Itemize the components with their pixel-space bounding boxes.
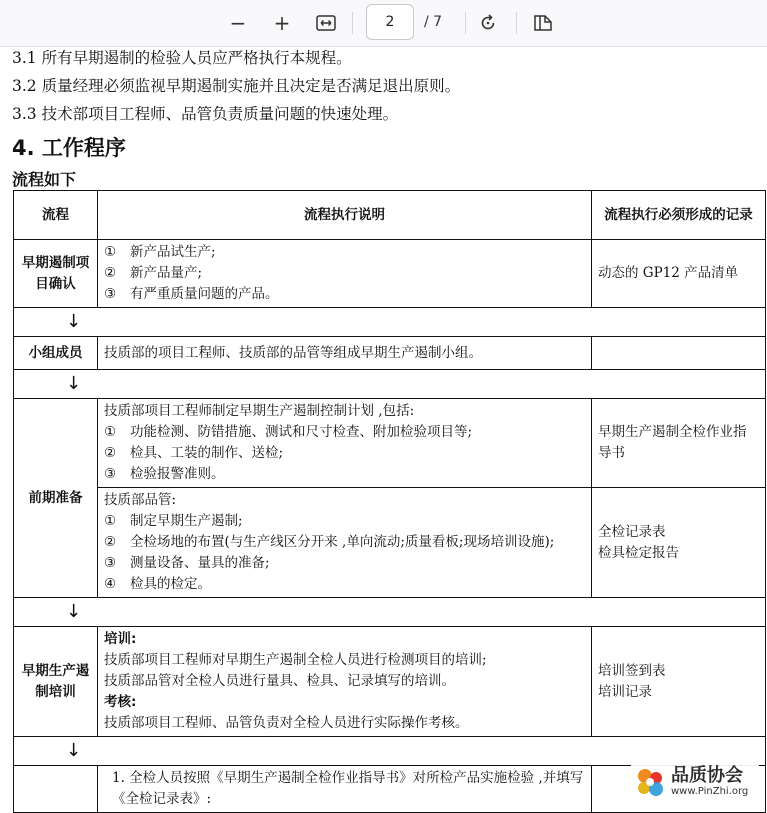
- desc-exec: 1. 全检人员按照《早期生产遏制全检作业指导书》对所检产品实施检验 ,并填写《全检记录表》:: [98, 766, 592, 813]
- down-arrow-icon: ↓: [66, 601, 82, 622]
- watermark-url: www.PinZhi.org: [671, 786, 749, 797]
- desc-confirm: [98, 240, 592, 308]
- record-prep-1: 早期生产遏制全检作业指导书: [592, 399, 766, 488]
- page-total: / 7: [424, 14, 443, 30]
- step-training: 早期生产遏制培训: [14, 627, 98, 737]
- down-arrow-icon: ↓: [66, 311, 82, 332]
- fit-width-icon: [316, 15, 336, 31]
- process-table: [13, 190, 766, 813]
- step-confirm: 早期遏制项目确认: [14, 240, 98, 308]
- down-arrow-icon: ↓: [66, 740, 82, 761]
- toolbar-separator: [516, 12, 517, 34]
- table-row: [14, 240, 766, 308]
- arrow-row: [14, 370, 766, 399]
- record-prep-2: 全检记录表 检具检定报告: [592, 488, 766, 598]
- list-item: ② 检具、工装的制作、送检;: [104, 445, 284, 461]
- table-row: [14, 488, 766, 598]
- arrow-row: [14, 308, 766, 337]
- list-item: ① 制定早期生产遏制;: [104, 513, 243, 529]
- page-view-button[interactable]: [527, 8, 559, 38]
- list-item: ② 新产品量产;: [104, 265, 203, 281]
- fit-width-button[interactable]: [310, 8, 342, 38]
- header-description: 流程执行说明: [98, 191, 592, 240]
- page-view-icon: [533, 14, 553, 32]
- list-item: ③ 检验报警准则。: [104, 466, 225, 482]
- toolbar-separator: [352, 12, 353, 34]
- step-team: 小组成员: [14, 337, 98, 370]
- page-number-input[interactable]: 2: [366, 4, 414, 40]
- desc-prep-2: 技质部品管: ① 制定早期生产遏制; ② 全检场地的布置(与生产线区分开来 ,单向流动;质量看板;现场培训设施); ③ 测量设备、量具的准备; ④ 检具的检定。: [98, 488, 592, 598]
- pinzhi-logo-icon: [633, 765, 667, 799]
- arrow-row: [14, 598, 766, 627]
- toolbar-separator: [465, 12, 466, 34]
- table-row: [14, 337, 766, 370]
- step-prep: 前期准备: [14, 399, 98, 598]
- flow-title: 流程如下: [12, 170, 77, 189]
- watermark-logo: [631, 759, 759, 803]
- list-item: ④ 检具的检定。: [104, 576, 211, 592]
- paragraph-3-3: 3.3 技术部项目工程师、品管负责质量问题的快速处理。: [12, 105, 399, 123]
- section-title: 4. 工作程序: [12, 136, 126, 160]
- paragraph-3-2: 3.2 质量经理必须监视早期遏制实施并且决定是否满足退出原则。: [12, 77, 461, 95]
- zoom-in-button[interactable]: [266, 8, 298, 38]
- record-training: 培训签到表 培训记录: [592, 627, 766, 737]
- list-item: ③ 测量设备、量具的准备;: [104, 555, 270, 571]
- paragraph-3-1: 3.1 所有早期遏制的检验人员应严格执行本规程。: [12, 49, 352, 67]
- table-row: [14, 627, 766, 737]
- rotate-button[interactable]: [472, 8, 504, 38]
- minus-icon: −: [229, 11, 247, 35]
- list-item: ② 全检场地的布置(与生产线区分开来 ,单向流动;质量看板;现场培训设施);: [104, 534, 555, 550]
- record-team: [592, 337, 766, 370]
- down-arrow-icon: ↓: [66, 373, 82, 394]
- record-confirm: 动态的 GP12 产品清单: [592, 240, 766, 308]
- desc-team: 技质部的项目工程师、技质部的品管等组成早期生产遏制小组。: [98, 337, 592, 370]
- rotate-icon: [478, 13, 498, 33]
- table-row: [14, 399, 766, 488]
- plus-icon: +: [273, 11, 291, 35]
- zoom-out-button[interactable]: [222, 8, 254, 38]
- header-process: 流程: [14, 191, 98, 240]
- pdf-toolbar: [0, 0, 767, 47]
- list-item: ① 新产品试生产;: [104, 244, 216, 260]
- desc-training: 培训: 技质部项目工程师对早期生产遏制全检人员进行检测项目的培训; 技质部品管对全检人员进行量具、检具、记录填写的培训。 考核: 技质部项目工程师、品管负责对全检人员进行实际操作考核。: [98, 627, 592, 737]
- desc-prep-1: 技质部项目工程师制定早期生产遏制控制计划 ,包括: ① 功能检测、防错措施、测试和尺寸检查、附加检验项目等; ② 检具、工装的制作、送检; ③ 检验报警准则。: [98, 399, 592, 488]
- list-item: ① 功能检测、防错措施、测试和尺寸检查、附加检验项目等;: [104, 424, 473, 440]
- step-exec: [14, 766, 98, 813]
- header-records: 流程执行必须形成的记录: [592, 191, 766, 240]
- table-header-row: [14, 191, 766, 240]
- watermark-name: 品质协会: [671, 765, 743, 786]
- list-item: ③ 有严重质量问题的产品。: [104, 286, 279, 302]
